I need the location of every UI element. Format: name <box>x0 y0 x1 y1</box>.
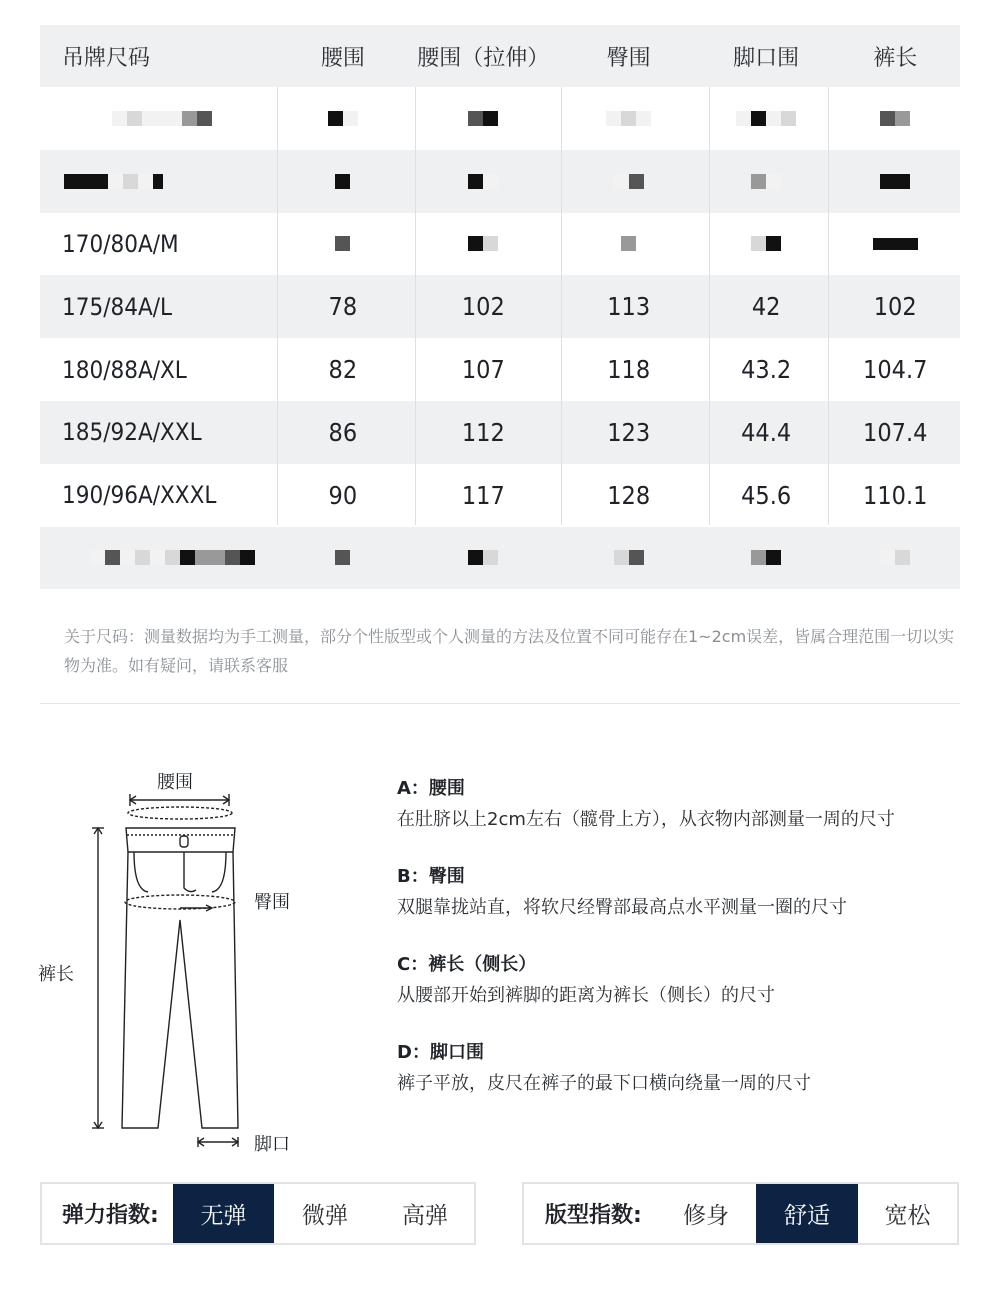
table-cell-size: 170/80A/M <box>62 229 179 258</box>
table-row <box>40 87 960 150</box>
table-cell-waist-stretched: 112 <box>461 417 505 447</box>
mosaic-redaction <box>112 111 212 126</box>
table-cell-length: 104.7 <box>863 355 928 385</box>
instruction-item <box>397 951 977 1013</box>
mosaic-redaction <box>90 550 255 565</box>
instruction-item <box>397 863 977 925</box>
fit-option-slim[interactable]: 修身 <box>683 1203 729 1229</box>
table-cell <box>275 527 411 590</box>
table-row <box>40 401 960 464</box>
table-cell-size: 185/92A/XXL <box>62 418 202 447</box>
mosaic-redaction <box>751 174 781 189</box>
table-cell-waist: 86 <box>328 417 358 447</box>
header-waist: 腰围 <box>320 45 365 71</box>
elasticity-index <box>40 1182 476 1245</box>
header-length: 裤长 <box>873 45 918 71</box>
table-header-row <box>40 25 960 87</box>
table-cell-waist: 78 <box>328 292 358 322</box>
table-cell <box>275 150 411 213</box>
mosaic-redaction <box>614 174 644 189</box>
table-cell <box>702 213 831 276</box>
table-cell <box>702 527 831 590</box>
mosaic-redaction <box>468 236 498 251</box>
instruction-item <box>397 1039 977 1101</box>
table-cell-waist-stretched: 102 <box>461 292 505 322</box>
table-cell-hip: 123 <box>607 417 651 447</box>
table-cell <box>411 87 555 150</box>
table-row <box>40 275 960 338</box>
table-row <box>40 338 960 401</box>
mosaic-redaction <box>751 550 781 565</box>
elasticity-option-slight[interactable]: 微弹 <box>302 1203 348 1229</box>
table-cell <box>275 87 411 150</box>
instruction-description: 在肚脐以上2cm左右（髋骨上方），从衣物内部测量一周的尺寸 <box>397 809 895 830</box>
table-cell-waist-stretched: 117 <box>461 480 505 510</box>
instruction-title: C：裤长（侧长） <box>397 954 537 975</box>
table-row <box>40 527 960 590</box>
table-cell-size: 190/96A/XXXL <box>62 481 217 510</box>
table-row <box>40 213 960 276</box>
column-divider <box>828 87 829 525</box>
pants-measurement-diagram <box>30 760 330 1160</box>
mosaic-redaction <box>64 174 163 189</box>
mosaic-redaction <box>873 238 918 250</box>
measurement-instructions <box>397 775 977 1127</box>
mosaic-redaction <box>880 550 910 565</box>
table-cell-hem: 44.4 <box>741 417 792 447</box>
mosaic-redaction <box>468 174 498 189</box>
fit-option-loose[interactable]: 宽松 <box>884 1203 931 1229</box>
diagram-label-hem: 脚口 <box>254 1134 290 1155</box>
elasticity-option-high[interactable]: 高弹 <box>402 1203 448 1229</box>
header-hip: 臀围 <box>606 45 651 71</box>
fit-index <box>522 1182 959 1245</box>
mosaic-redaction <box>751 236 781 251</box>
table-cell <box>702 150 831 213</box>
table-cell-waist: 82 <box>328 355 358 385</box>
table-cell-waist-stretched: 107 <box>461 355 505 385</box>
mosaic-redaction <box>606 111 651 126</box>
mosaic-redaction <box>736 111 796 126</box>
table-cell <box>830 213 960 276</box>
section-divider <box>40 703 960 704</box>
table-cell <box>556 150 702 213</box>
table-cell-hip: 118 <box>607 355 651 385</box>
elasticity-label: 弹力指数: <box>62 1203 159 1228</box>
table-cell-length: 110.1 <box>863 480 928 510</box>
table-cell <box>40 527 275 590</box>
table-cell <box>411 213 555 276</box>
mosaic-redaction <box>468 550 498 565</box>
size-table <box>40 25 960 589</box>
table-cell <box>556 213 702 276</box>
mosaic-redaction <box>614 550 644 565</box>
table-cell-hem: 42 <box>751 292 781 322</box>
size-note: 关于尺码：测量数据均为手工测量，部分个性版型或个人测量的方法及位置不同可能存在1~2cm误差，皆属合理范围一切以实物为准。如有疑问，请联系客服 <box>64 627 955 675</box>
pants-outline-illustration <box>30 760 330 1160</box>
instruction-title: B：臀围 <box>397 866 465 887</box>
table-cell <box>40 87 275 150</box>
table-cell <box>411 150 555 213</box>
fit-option-comfort[interactable]: 舒适 <box>756 1184 858 1243</box>
table-cell-waist: 90 <box>328 480 358 510</box>
diagram-label-hip: 臀围 <box>254 892 290 913</box>
table-cell-size: 175/84A/L <box>62 292 173 321</box>
table-cell <box>830 527 960 590</box>
mosaic-redaction <box>880 174 910 189</box>
table-cell <box>830 150 960 213</box>
column-divider <box>277 87 278 525</box>
mosaic-redaction <box>468 111 498 126</box>
table-cell-size: 180/88A/XL <box>62 355 187 384</box>
table-cell-length: 102 <box>873 292 917 322</box>
table-cell <box>556 87 702 150</box>
table-cell <box>40 150 275 213</box>
mosaic-redaction <box>335 174 350 189</box>
instruction-description: 裤子平放，皮尺在裤子的最下口横向绕量一周的尺寸 <box>397 1073 811 1094</box>
fit-label: 版型指数: <box>545 1203 642 1228</box>
header-hem: 脚口围 <box>733 45 800 71</box>
instruction-title: D：脚口围 <box>397 1042 484 1063</box>
table-row <box>40 464 960 527</box>
table-cell-length: 107.4 <box>863 417 928 447</box>
instruction-description: 从腰部开始到裤脚的距离为裤长（侧长）的尺寸 <box>397 985 775 1006</box>
instruction-title: A：腰围 <box>397 778 465 799</box>
table-cell-hip: 113 <box>607 292 651 322</box>
header-tag-size: 吊牌尺码 <box>62 45 151 71</box>
table-cell <box>556 527 702 590</box>
mosaic-redaction <box>880 111 910 126</box>
mosaic-redaction <box>621 236 636 251</box>
diagram-label-waist: 腰围 <box>157 772 193 793</box>
table-cell-hem: 45.6 <box>741 480 792 510</box>
table-cell <box>275 213 411 276</box>
mosaic-redaction <box>335 550 350 565</box>
table-cell-hem: 43.2 <box>741 355 792 385</box>
instruction-item <box>397 775 977 837</box>
header-waist-stretched: 腰围（拉伸） <box>417 45 550 71</box>
diagram-label-length: 裤长 <box>38 964 74 985</box>
column-divider <box>709 87 710 525</box>
elasticity-option-none[interactable]: 无弹 <box>173 1184 274 1243</box>
mosaic-redaction <box>328 111 358 126</box>
column-divider <box>415 87 416 525</box>
instruction-description: 双腿靠拢站直，将软尺经臀部最高点水平测量一圈的尺寸 <box>397 897 847 918</box>
table-cell <box>702 87 831 150</box>
table-cell <box>411 527 555 590</box>
mosaic-redaction <box>335 236 350 251</box>
table-cell <box>830 87 960 150</box>
column-divider <box>561 87 562 525</box>
table-row <box>40 150 960 213</box>
table-cell-hip: 128 <box>607 480 651 510</box>
